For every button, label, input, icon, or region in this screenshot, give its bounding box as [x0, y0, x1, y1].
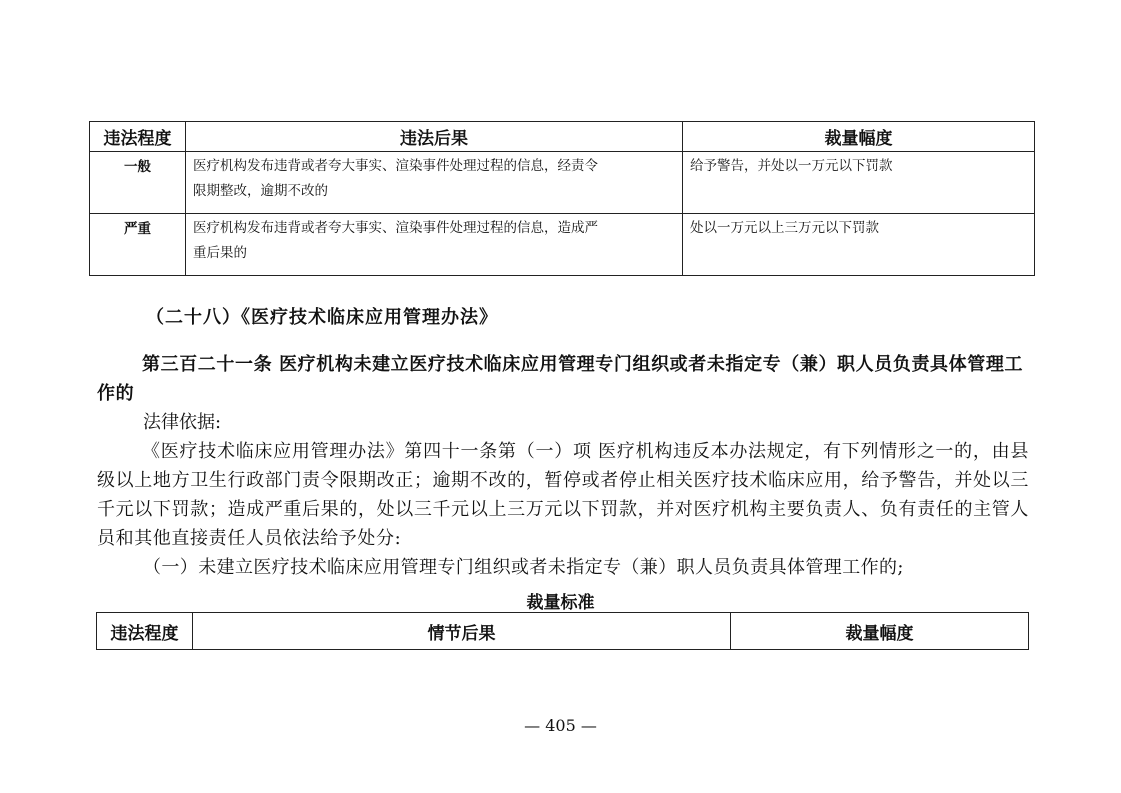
header-circumstance-consequence: 情节后果	[193, 613, 731, 650]
violation-level: 严重	[90, 214, 186, 276]
discretion-range	[683, 152, 1035, 214]
violation-consequence	[186, 152, 683, 214]
section-title: （二十八）《医疗技术临床应用管理办法》	[146, 307, 498, 328]
table-row	[90, 214, 1035, 276]
legal-basis-label: 法律依据:	[143, 412, 222, 433]
range-text: 处以一万元以上三万元以下罚款	[690, 220, 879, 236]
table-header-row	[90, 122, 1035, 152]
table-header-row	[97, 613, 1029, 650]
header-violation-degree: 违法程度	[90, 122, 186, 152]
header-discretion-range: 裁量幅度	[731, 613, 1029, 650]
standard-title: 裁量标准	[526, 593, 595, 613]
legal-basis-text: 《医疗技术临床应用管理办法》第四十一条第（一）项 医疗机构违反本办法规定，有下列情形之一的，由县级以上地方卫生行政部门责令限期改正；逾期不改的，暂停或者停止相关医疗技术临床应用，给予警告，并处以三千元以下罚款；造成严重后果的，处以三千元以上三万元以下罚款，并对医疗机构主要负责人、负有责任的主管人员和其他直接责任人员依法给予处分:	[97, 441, 1029, 549]
clause-item-one: （一）未建立医疗技术临床应用管理专门组织或者未指定专（兼）职人员负责具体管理工作的;	[143, 557, 904, 578]
consequence-line: 医疗机构发布违背或者夸大事实、渲染事件处理过程的信息，造成严	[193, 220, 598, 236]
header-violation-degree: 违法程度	[97, 613, 193, 650]
table-row	[90, 152, 1035, 214]
consequence-line: 医疗机构发布违背或者夸大事实、渲染事件处理过程的信息，经责令	[193, 158, 598, 174]
header-violation-consequence: 违法后果	[186, 122, 683, 152]
range-text: 给予警告，并处以一万元以下罚款	[690, 158, 893, 174]
violation-consequence	[186, 214, 683, 276]
discretion-range	[683, 214, 1035, 276]
discretion-standard-table	[96, 612, 1029, 650]
article-heading: 第三百二十一条 医疗机构未建立医疗技术临床应用管理专门组织或者未指定专（兼）职人员负责具体管理工作的	[97, 354, 1024, 404]
consequence-line: 重后果的	[193, 245, 247, 261]
page-number: — 405 —	[524, 716, 597, 735]
violation-level: 一般	[90, 152, 186, 214]
consequence-line: 限期整改，逾期不改的	[193, 183, 328, 199]
discretion-table-previous	[89, 121, 1035, 276]
header-discretion-range: 裁量幅度	[683, 122, 1035, 152]
